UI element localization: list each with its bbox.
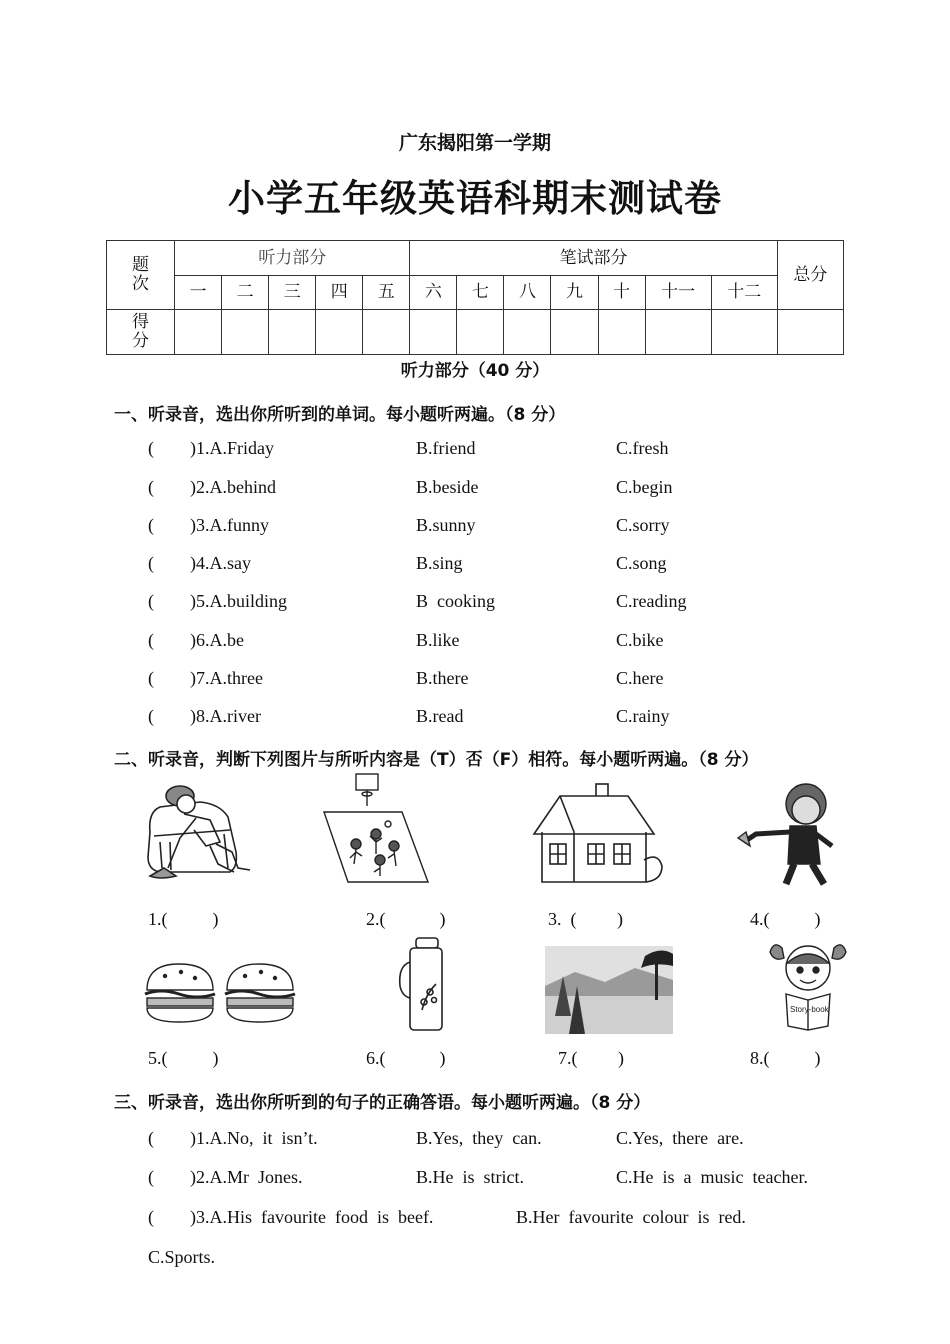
kungfu-boy-picture (736, 780, 840, 886)
book-cover-text: Story-book (790, 1005, 829, 1014)
item-2: 二 (222, 276, 269, 310)
landscape-picture (545, 946, 673, 1034)
total-header: 总分 (777, 241, 843, 310)
part2-heading: 二、听录音，判断下列图片与所听内容是（T）否（F）相符。每小题听两遍。（8 分） (114, 750, 759, 770)
list-item: ( )7.A.three B.there C.here (148, 668, 664, 688)
score-cell[interactable] (316, 310, 363, 355)
item-10: 十 (598, 276, 645, 310)
list-item: C.Sports. (148, 1247, 216, 1267)
score-cell[interactable] (410, 310, 457, 355)
item-3: 三 (269, 276, 316, 310)
answer-label-2: 2.( ) (366, 909, 446, 929)
total-score-cell[interactable] (777, 310, 843, 355)
item-9: 九 (551, 276, 598, 310)
hamburgers-picture (143, 960, 301, 1026)
list-item: ( )3.A.funny B.sunny C.sorry (148, 515, 670, 535)
item-5: 五 (363, 276, 410, 310)
item-8: 八 (504, 276, 551, 310)
answer-label-6: 6.( ) (366, 1048, 446, 1068)
answer-label-5: 5.( ) (148, 1048, 219, 1068)
list-item: ( )8.A.river B.read C.rainy (148, 706, 670, 726)
mopping-picture (140, 772, 256, 884)
part3-heading: 三、听录音，选出你所听到的句子的正确答语。每小题听两遍。（8 分） (114, 1093, 651, 1113)
answer-label-3: 3. ( ) (548, 909, 623, 929)
score-cell[interactable] (551, 310, 598, 355)
score-cell[interactable] (175, 310, 222, 355)
row-header-items: 题次 (107, 241, 175, 310)
item-11: 十一 (645, 276, 711, 310)
water-bottle-picture (396, 936, 452, 1032)
item-6: 六 (410, 276, 457, 310)
row-header-score: 得分 (107, 310, 175, 355)
answer-label-8: 8.( ) (750, 1048, 821, 1068)
list-item: ( )2.A.Mr Jones. B.He is strict. C.He is a music teacher. (148, 1167, 808, 1187)
score-cell[interactable] (457, 310, 504, 355)
listening-section-title: 听力部分（40 分） (400, 361, 550, 381)
item-1: 一 (175, 276, 222, 310)
item-12: 十二 (711, 276, 777, 310)
basketball-picture (322, 772, 430, 884)
score-cell[interactable] (222, 310, 269, 355)
score-cell[interactable] (645, 310, 711, 355)
score-cell[interactable] (598, 310, 645, 355)
list-item: ( )5.A.building B cooking C.reading (148, 591, 687, 611)
list-item: ( )2.A.behind B.beside C.begin (148, 477, 673, 497)
girl-reading-picture (768, 938, 848, 1032)
score-cell[interactable] (711, 310, 777, 355)
list-item: ( )1.A.No, it isn’t. B.Yes, they can. C.Yes, there are. (148, 1128, 744, 1148)
answer-label-4: 4.( ) (750, 909, 821, 929)
list-item: ( )1.A.Friday B.friend C.fresh (148, 438, 669, 458)
item-7: 七 (457, 276, 504, 310)
score-cell[interactable] (269, 310, 316, 355)
listening-header: 听力部分 (175, 241, 410, 276)
answer-label-7: 7.( ) (558, 1048, 624, 1068)
list-item: ( )3.A.His favourite food is beef. B.Her favourite colour is red. (148, 1207, 746, 1227)
exam-title: 小学五年级英语科期末测试卷 (228, 177, 722, 220)
exam-subtitle: 广东揭阳第一学期 (398, 132, 551, 154)
item-4: 四 (316, 276, 363, 310)
part1-heading: 一、听录音，选出你所听到的单词。每小题听两遍。（8 分） (114, 405, 566, 425)
answer-label-1: 1.( ) (148, 909, 219, 929)
score-cell[interactable] (504, 310, 551, 355)
list-item: ( )6.A.be B.like C.bike (148, 630, 664, 650)
writing-header: 笔试部分 (410, 241, 777, 276)
score-cell[interactable] (363, 310, 410, 355)
house-picture (528, 782, 664, 886)
score-table (106, 240, 844, 355)
list-item: ( )4.A.say B.sing C.song (148, 553, 667, 573)
